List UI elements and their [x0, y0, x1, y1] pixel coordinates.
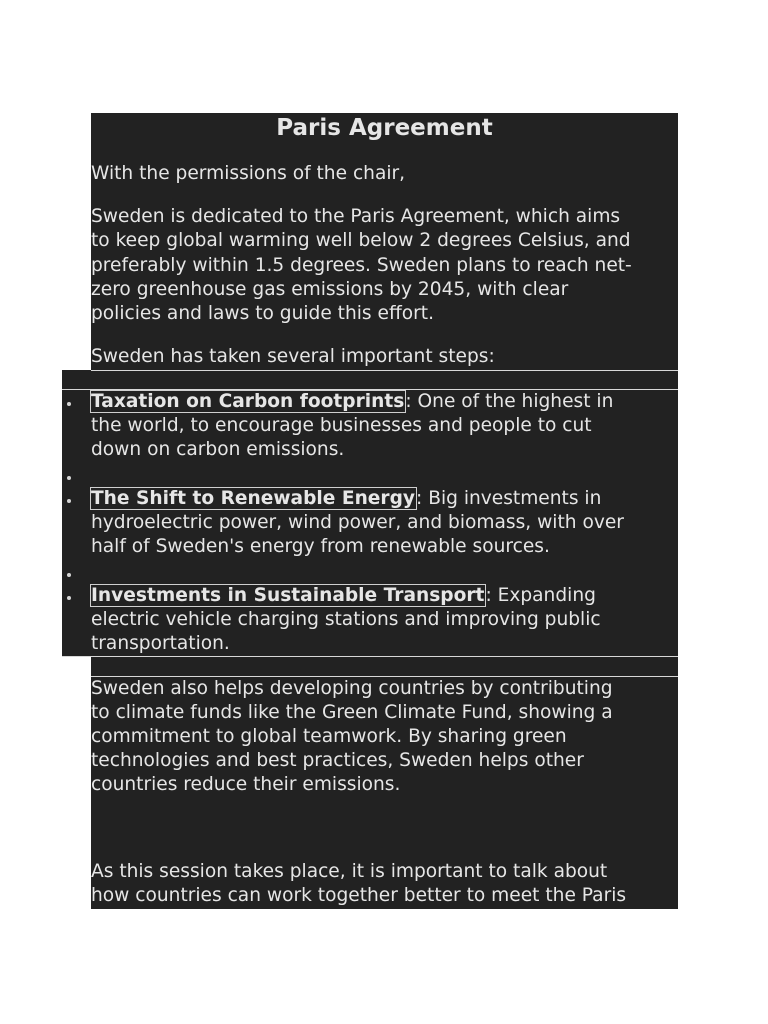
list-item-line: the world, to encourage businesses and people to cut — [91, 415, 592, 436]
bullet-dot — [67, 476, 71, 480]
list-item-line: transportation. — [91, 633, 230, 654]
bullet-dot — [67, 596, 71, 600]
list-item-line: half of Sweden's energy from renewable sources. — [91, 536, 550, 557]
divider — [91, 370, 678, 371]
step-term: The Shift to Renewable Energy — [91, 488, 416, 509]
greeting-text: With the permissions of the chair, — [91, 163, 406, 184]
paragraph-line: zero greenhouse gas emissions by 2045, with clear — [91, 279, 569, 300]
paragraph-line: Sweden also helps developing countries by contributing — [91, 678, 613, 699]
bullet-dot — [67, 573, 71, 577]
paragraph-line: to keep global warming well below 2 degrees Celsius, and — [91, 230, 631, 251]
paragraph-line: technologies and best practices, Sweden helps other — [91, 750, 584, 771]
paragraph-line: how countries can work together better to meet the Paris — [91, 885, 627, 906]
bullet-dot — [67, 402, 71, 406]
list-item-line: down on carbon emissions. — [91, 439, 345, 460]
list-item-line: hydroelectric power, wind power, and biomass, with over — [91, 512, 624, 533]
paragraph-line: commitment to global teamwork. By sharing green — [91, 726, 567, 747]
list-item-first-line — [91, 584, 596, 608]
paragraph-line: to climate funds like the Green Climate Fund, showing a — [91, 702, 613, 723]
step-text: : One of the highest in — [405, 391, 614, 412]
paragraph-line: preferably within 1.5 degrees. Sweden plans to reach net- — [91, 255, 632, 276]
paragraph-line: countries reduce their emissions. — [91, 774, 401, 795]
paragraph-line: As this session takes place, it is important to talk about — [91, 861, 608, 882]
bullet-dot — [67, 499, 71, 503]
page-title: Paris Agreement — [276, 115, 493, 141]
paragraph-line: policies and laws to guide this effort. — [91, 303, 434, 324]
steps-lead-text: Sweden has taken several important steps: — [91, 346, 495, 367]
step-text: : Expanding — [485, 585, 596, 606]
step-term: Investments in Sustainable Transport — [91, 585, 485, 606]
step-text: : Big investments in — [416, 488, 602, 509]
paragraph-line: Sweden is dedicated to the Paris Agreement, which aims — [91, 206, 621, 227]
list-item-first-line — [91, 487, 601, 511]
step-term: Taxation on Carbon footprints — [91, 391, 405, 412]
list-item-line: electric vehicle charging stations and improving public — [91, 609, 601, 630]
list-item-first-line — [91, 390, 613, 414]
